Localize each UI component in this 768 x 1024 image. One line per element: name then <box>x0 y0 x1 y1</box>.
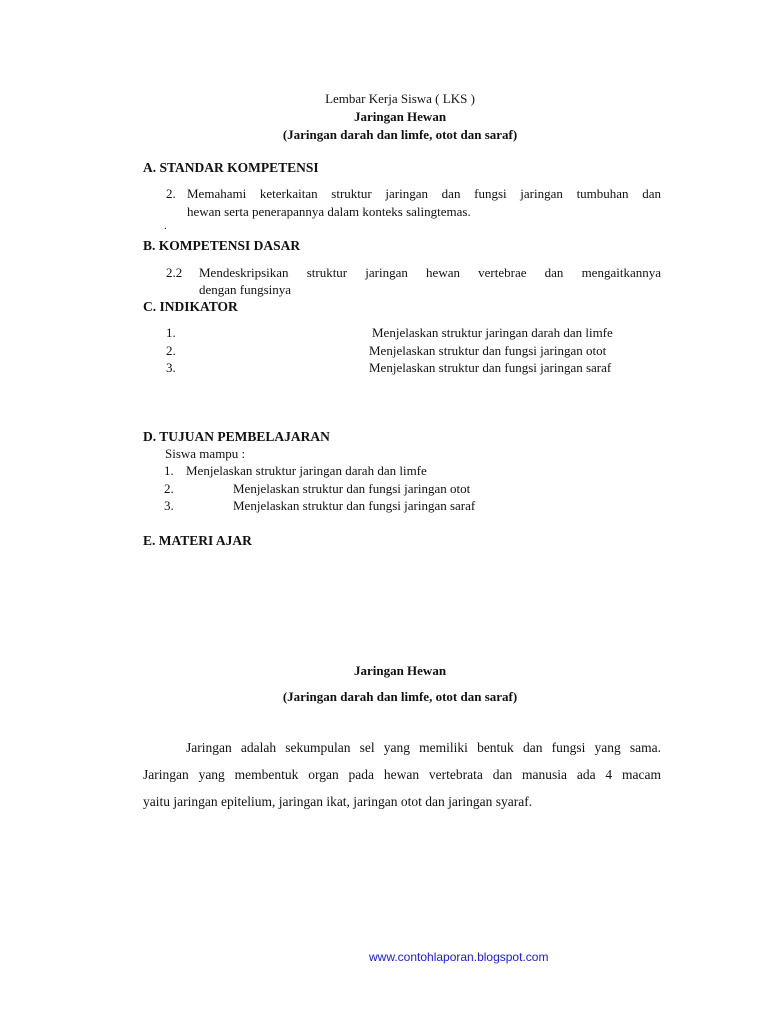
tujuan-number: 3. <box>164 498 174 513</box>
indikator-number: 2. <box>166 343 176 358</box>
section-a-number: 2. <box>166 186 176 201</box>
indikator-text: Menjelaskan struktur dan fungsi jaringan otot <box>369 343 607 358</box>
section-b-number: 2.2 <box>166 265 183 280</box>
materi-paragraph-line3: yaitu jaringan epitelium, jaringan ikat, jaringan otot dan jaringan syaraf. <box>143 794 533 809</box>
section-c-heading: C. INDIKATOR <box>143 299 238 314</box>
tujuan-number: 1. <box>164 463 174 478</box>
footer-link[interactable]: www.contohlaporan.blogspot.com <box>369 950 549 964</box>
indikator-text: Menjelaskan struktur dan fungsi jaringan saraf <box>369 360 612 375</box>
materi-paragraph-line2: Jaringan yang membentuk organ pada hewan vertebrata dan manusia ada 4 macam <box>143 767 661 782</box>
indikator-text: Menjelaskan struktur jaringan darah dan limfe <box>372 325 613 340</box>
tujuan-text: Menjelaskan struktur jaringan darah dan limfe <box>186 463 427 478</box>
tujuan-text: Menjelaskan struktur dan fungsi jaringan otot <box>233 481 471 496</box>
tujuan-number: 2. <box>164 481 174 496</box>
section-e-heading: E. MATERI AJAR <box>143 533 252 548</box>
document-subtitle: Jaringan Hewan <box>353 109 447 124</box>
section-a-heading: A. STANDAR KOMPETENSI <box>143 160 319 175</box>
section-b-text-line2: dengan fungsinya <box>199 282 292 297</box>
materi-subtitle: (Jaringan darah dan limfe, otot dan saraf) <box>282 689 518 704</box>
indikator-number: 1. <box>166 325 176 340</box>
section-b-heading: B. KOMPETENSI DASAR <box>143 238 301 253</box>
section-a-text-line2: hewan serta penerapannya dalam konteks salingtemas. <box>187 204 471 219</box>
section-a-text-line1: Memahami keterkaitan struktur jaringan dan fungsi jaringan tumbuhan dan <box>187 186 661 201</box>
section-a-dot: . <box>164 220 167 232</box>
indikator-number: 3. <box>166 360 176 375</box>
section-b-text-line1: Mendeskripsikan struktur jaringan hewan vertebrae dan mengaitkannya <box>199 265 661 280</box>
materi-title: Jaringan Hewan <box>353 663 447 678</box>
materi-paragraph-line1: Jaringan adalah sekumpulan sel yang memiliki bentuk dan fungsi yang sama. <box>186 740 661 755</box>
document-subtitle-detail: (Jaringan darah dan limfe, otot dan saraf) <box>282 127 518 142</box>
section-d-intro: Siswa mampu : <box>165 446 246 461</box>
section-d-heading: D. TUJUAN PEMBELAJARAN <box>143 429 330 444</box>
tujuan-text: Menjelaskan struktur dan fungsi jaringan saraf <box>233 498 476 513</box>
document-title: Lembar Kerja Siswa ( LKS ) <box>325 91 475 106</box>
